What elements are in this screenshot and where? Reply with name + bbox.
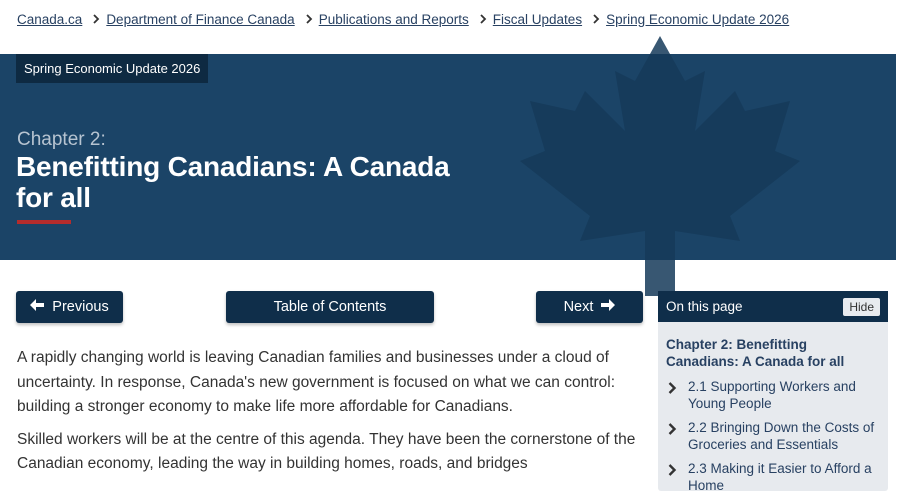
- on-this-page-header: [658, 291, 888, 322]
- chevron-right-icon: [668, 422, 680, 439]
- chevron-right-icon: [480, 14, 486, 24]
- table-of-contents-button[interactable]: [226, 291, 434, 323]
- toc-list: [658, 370, 888, 494]
- maple-leaf-icon: [500, 36, 900, 296]
- hero-tag: Spring Economic Update 2026: [16, 54, 208, 83]
- paragraph: A rapidly changing world is leaving Canadian families and businesses under a cloud of uncertainty. In response, Canada's new government is focused on what we can control: building a stronger economy to make life more affordable for Canadians.: [17, 349, 616, 415]
- toc-label: Table of Contents: [273, 299, 387, 315]
- previous-button[interactable]: [16, 291, 123, 323]
- next-button[interactable]: [536, 291, 643, 323]
- toc-item-label: 2.1 Supporting Workers and Young People: [688, 379, 856, 411]
- arrow-left-icon: [30, 299, 44, 315]
- breadcrumb-link-fiscal-updates[interactable]: Fiscal Updates: [492, 11, 583, 27]
- on-this-page-title: On this page: [666, 299, 743, 314]
- hero-banner: [0, 54, 896, 260]
- toc-chapter-link[interactable]: Chapter 2: Benefitting Canadians: A Canada for all: [666, 337, 845, 369]
- on-this-page-panel: [658, 291, 888, 491]
- breadcrumb-item[interactable]: [17, 12, 82, 27]
- toc-item-label: 2.2 Bringing Down the Costs of Groceries and Essentials: [688, 420, 875, 452]
- toc-item[interactable]: [668, 419, 880, 453]
- breadcrumb-link-canada[interactable]: Canada.ca: [17, 11, 83, 27]
- hide-button[interactable]: Hide: [843, 298, 880, 316]
- title-underline: [17, 220, 71, 224]
- breadcrumb-item[interactable]: [582, 12, 789, 27]
- toc-item[interactable]: [668, 378, 880, 412]
- breadcrumb-link-finance[interactable]: Department of Finance Canada: [106, 11, 295, 27]
- toc-item-label: 2.3 Making it Easier to Afford a Home: [688, 461, 872, 493]
- breadcrumb-link-spring-update[interactable]: Spring Economic Update 2026: [606, 11, 790, 27]
- chevron-right-icon: [593, 14, 599, 24]
- breadcrumb-link-publications[interactable]: Publications and Reports: [318, 11, 469, 27]
- breadcrumb-item[interactable]: [469, 12, 582, 27]
- breadcrumb-item[interactable]: [82, 12, 294, 27]
- next-label: Next: [563, 299, 594, 315]
- previous-label: Previous: [52, 299, 109, 315]
- chevron-right-icon: [668, 463, 680, 480]
- chevron-right-icon: [93, 14, 99, 24]
- main-content: [17, 346, 642, 485]
- chevron-right-icon: [306, 14, 312, 24]
- page-title: Benefitting Canadians: A Canada for all: [16, 151, 450, 213]
- toc-item[interactable]: [668, 460, 880, 494]
- chapter-label: Chapter 2:: [17, 129, 106, 150]
- chevron-right-icon: [668, 381, 680, 398]
- arrow-right-icon: [601, 299, 615, 315]
- breadcrumb-item[interactable]: [295, 12, 469, 27]
- paragraph: Skilled workers will be at the centre of this agenda. They have been the cornerstone of the Canadian economy, leading the way in building homes, roads, and bridges: [17, 430, 636, 472]
